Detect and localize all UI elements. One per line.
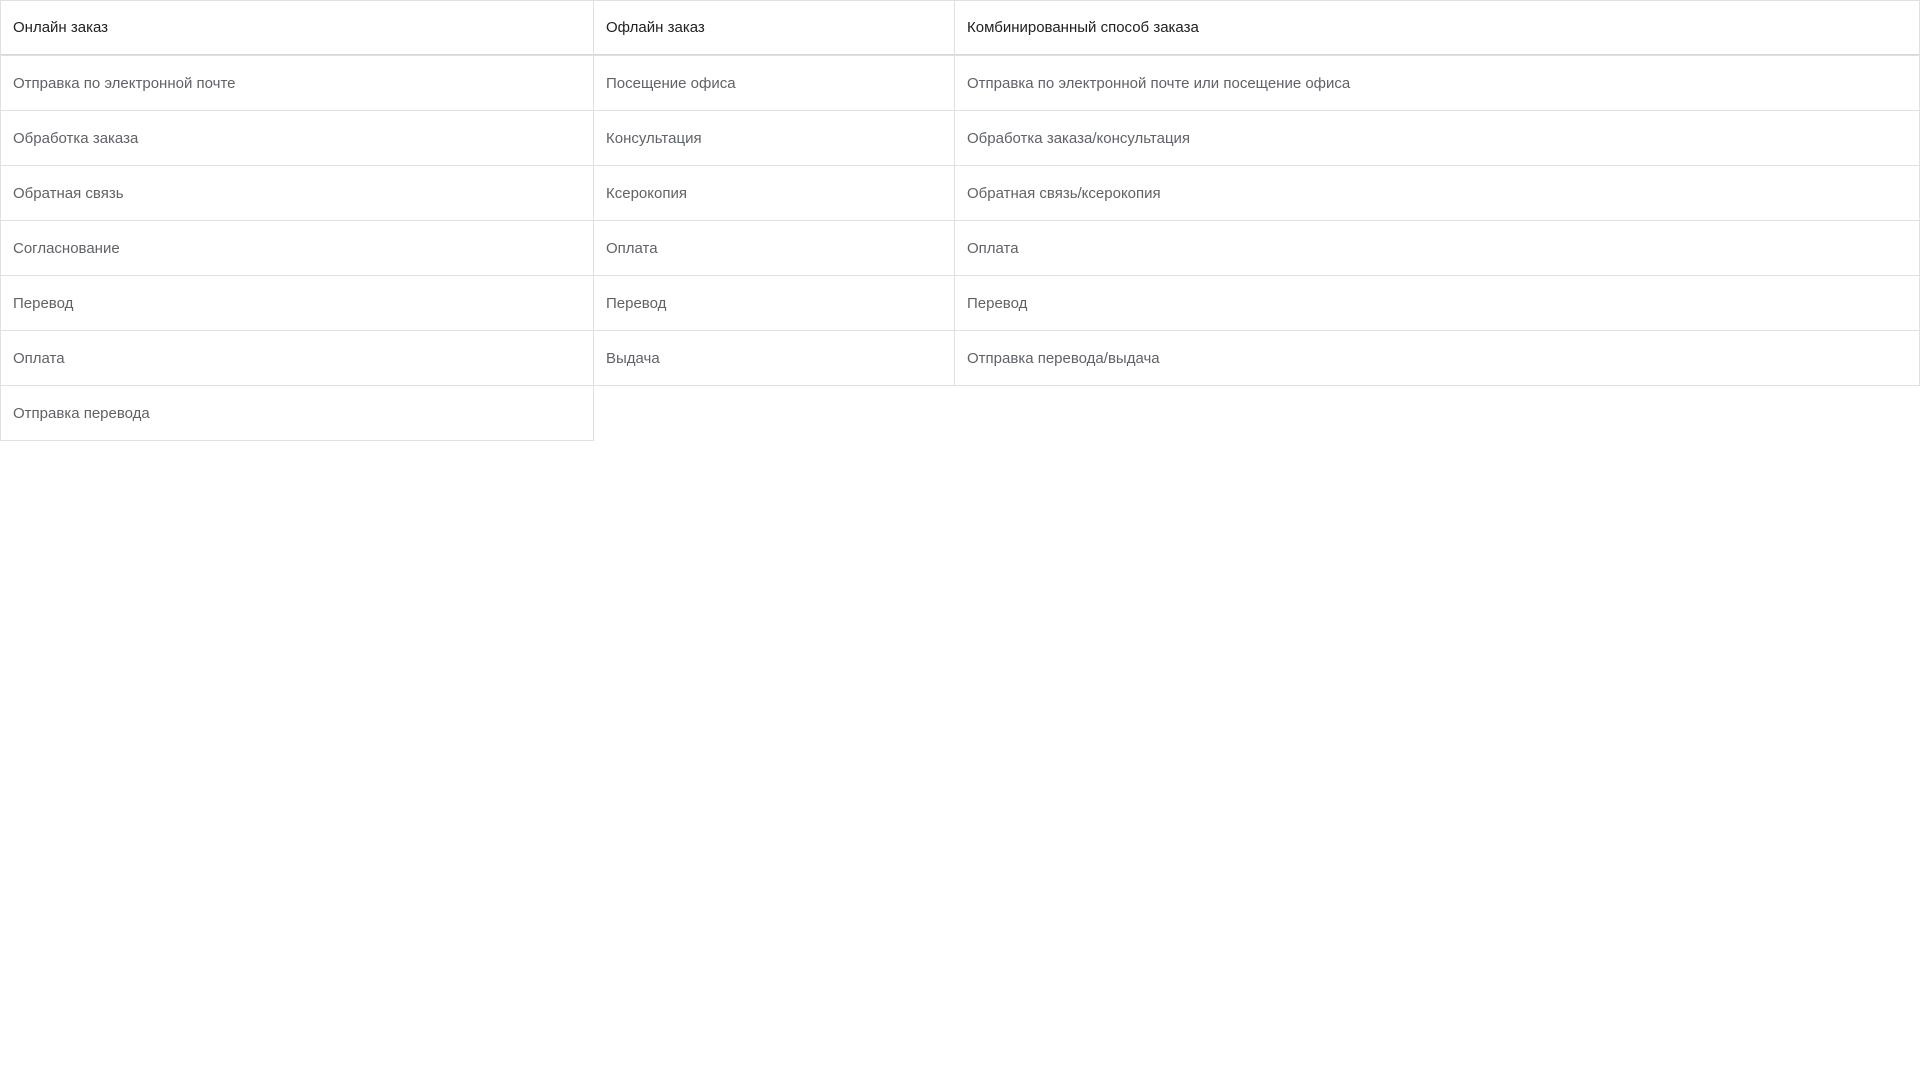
table-cell: Перевод <box>593 275 955 331</box>
order-methods-table <box>0 0 1919 440</box>
empty-cell <box>593 385 955 441</box>
table-cell: Оплата <box>593 220 955 276</box>
table-cell: Оплата <box>954 220 1920 276</box>
table-cell: Отправка перевода/выдача <box>954 330 1920 386</box>
table-cell: Консультация <box>593 110 955 166</box>
column-header-offline: Офлайн заказ <box>593 0 955 56</box>
table-cell: Выдача <box>593 330 955 386</box>
table-cell: Отправка по электронной почте <box>0 55 594 111</box>
table-cell: Согласнование <box>0 220 594 276</box>
table-cell: Обработка заказа/консультация <box>954 110 1920 166</box>
empty-cell <box>954 385 1920 441</box>
table-cell: Обратная связь/ксерокопия <box>954 165 1920 221</box>
column-header-online: Онлайн заказ <box>0 0 594 56</box>
table-cell: Ксерокопия <box>593 165 955 221</box>
table-cell: Отправка по электронной почте или посещение офиса <box>954 55 1920 111</box>
table-cell: Обработка заказа <box>0 110 594 166</box>
column-header-combined: Комбинированный способ заказа <box>954 0 1920 56</box>
table-cell: Посещение офиса <box>593 55 955 111</box>
table-cell: Отправка перевода <box>0 385 594 441</box>
table-cell: Перевод <box>0 275 594 331</box>
table-cell: Перевод <box>954 275 1920 331</box>
table-cell: Обратная связь <box>0 165 594 221</box>
table-cell: Оплата <box>0 330 594 386</box>
